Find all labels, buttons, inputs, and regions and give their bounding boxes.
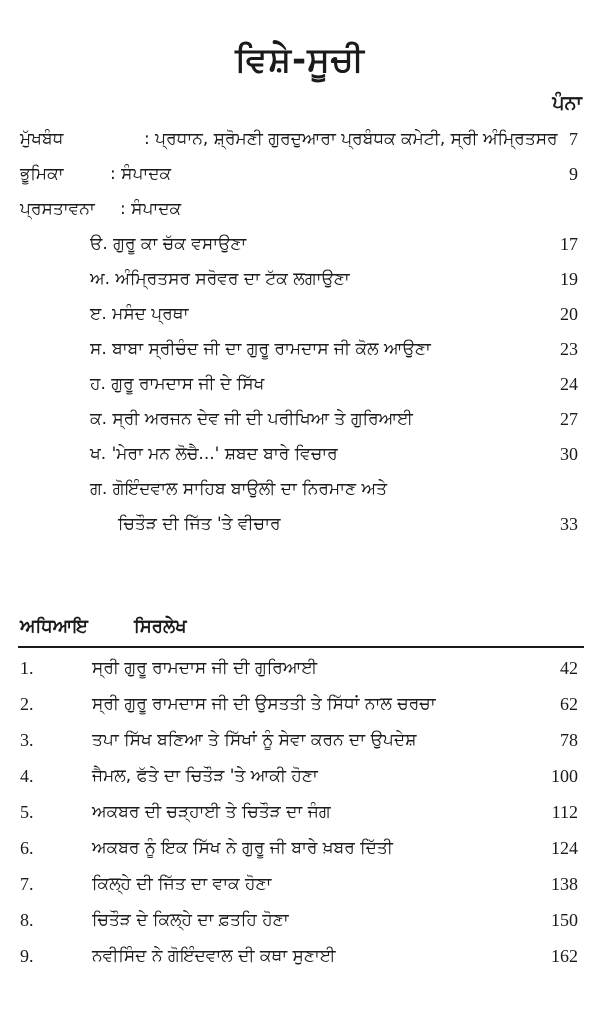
sub-item-page: 33	[560, 514, 578, 534]
front-matter-row	[0, 194, 600, 224]
front-matter-text: : ਸੰਪਾਦਕ	[110, 164, 172, 184]
sub-item-page: 17	[560, 234, 578, 254]
chapter-title: ਕਿਲ੍ਹੇ ਦੀ ਜਿੱਤ ਦਾ ਵਾਕ ਹੋਣਾ	[92, 874, 272, 894]
sub-item-page: 30	[560, 444, 578, 464]
chapter-page: 78	[560, 730, 578, 750]
front-matter-row	[0, 159, 600, 189]
sub-item-row	[0, 404, 600, 434]
sub-item-page: 24	[560, 374, 578, 394]
front-matter-label: ਭੂਮਿਕਾ	[20, 164, 64, 184]
sub-item-text: ੳ. ਗੁਰੂ ਕਾ ਚੱਕ ਵਸਾਉਣਾ	[90, 234, 247, 254]
chapter-number: 1.	[20, 658, 34, 678]
chapter-page: 100	[551, 766, 578, 786]
chapter-page: 138	[551, 874, 578, 894]
sub-item-text: ਖ. 'ਮੇਰਾ ਮਨ ਲੋਚੈ...' ਸ਼ਬਦ ਬਾਰੇ ਵਿਚਾਰ	[90, 444, 338, 464]
sub-item-text: ਗ. ਗੋਇੰਦਵਾਲ ਸਾਹਿਬ ਬਾਉਲੀ ਦਾ ਨਿਰਮਾਣ ਅਤੇ	[90, 479, 387, 499]
sub-item-page: 23	[560, 339, 578, 359]
sub-item-row	[0, 264, 600, 294]
chapter-row	[0, 905, 600, 935]
chapter-title: ਸ੍ਰੀ ਗੁਰੂ ਰਾਮਦਾਸ ਜੀ ਦੀ ਉਸਤਤੀ ਤੇ ਸਿੱਧਾਂ ਨਾਲ ਚਰਚਾ	[92, 694, 436, 714]
front-matter-row	[0, 124, 600, 154]
chapter-number: 6.	[20, 838, 34, 858]
page-title: ਵਿਸ਼ੇ-ਸੂਚੀ	[235, 40, 365, 80]
sub-item-row	[0, 229, 600, 259]
sub-item-page: 20	[560, 304, 578, 324]
sub-item-text: ਸ. ਬਾਬਾ ਸ੍ਰੀਚੰਦ ਜੀ ਦਾ ਗੁਰੂ ਰਾਮਦਾਸ ਜੀ ਕੋਲ ਆਉਣਾ	[90, 339, 431, 359]
chapter-page: 42	[560, 658, 578, 678]
sub-item-text: ਚਿਤੌੜ ਦੀ ਜਿੱਤ 'ਤੇ ਵੀਚਾਰ	[118, 514, 281, 534]
sub-item-text: ਅ. ਅੰਮ੍ਰਿਤਸਰ ਸਰੋਵਰ ਦਾ ਟੱਕ ਲਗਾਉਣਾ	[90, 269, 350, 289]
chapter-title: ਨਵੀਸਿੰਦ ਨੇ ਗੋਇੰਦਵਾਲ ਦੀ ਕਥਾ ਸੁਣਾਈ	[92, 946, 336, 966]
front-matter-text: : ਪ੍ਰਧਾਨ, ਸ਼੍ਰੋਮਣੀ ਗੁਰਦੁਆਰਾ ਪ੍ਰਬੰਧਕ ਕਮੇਟੀ, ਸ੍ਰੀ ਅੰਮ੍ਰਿਤਸਰ	[144, 129, 558, 149]
chapter-number: 3.	[20, 730, 34, 750]
front-matter-label: ਪ੍ਰਸਤਾਵਨਾ	[20, 199, 95, 219]
chapter-number: 9.	[20, 946, 34, 966]
sub-item-row	[0, 509, 600, 539]
sub-item-row	[0, 439, 600, 469]
sub-item-text: ਕ. ਸ੍ਰੀ ਅਰਜਨ ਦੇਵ ਜੀ ਦੀ ਪਰੀਖਿਆ ਤੇ ਗੁਰਿਆਈ	[90, 409, 413, 429]
chapters-header-title: ਸਿਰਲੇਖ	[134, 616, 187, 637]
chapter-page: 162	[551, 946, 578, 966]
chapter-row	[0, 869, 600, 899]
chapter-title: ਅਕਬਰ ਨੂੰ ਇਕ ਸਿੱਖ ਨੇ ਗੁਰੂ ਜੀ ਬਾਰੇ ਖ਼ਬਰ ਦਿੱਤੀ	[92, 838, 393, 858]
chapter-number: 5.	[20, 802, 34, 822]
chapter-title: ਅਕਬਰ ਦੀ ਚੜ੍ਹਾਈ ਤੇ ਚਿਤੌੜ ਦਾ ਜੰਗ	[92, 802, 331, 822]
chapter-number: 7.	[20, 874, 34, 894]
sub-item-row	[0, 369, 600, 399]
sub-item-text: ਹ. ਗੁਰੂ ਰਾਮਦਾਸ ਜੀ ਦੇ ਸਿੱਖ	[90, 374, 265, 394]
chapter-title: ਸ੍ਰੀ ਗੁਰੂ ਰਾਮਦਾਸ ਜੀ ਦੀ ਗੁਰਿਆਈ	[92, 658, 318, 678]
chapter-page: 150	[551, 910, 578, 930]
chapter-row	[0, 689, 600, 719]
chapter-row	[0, 725, 600, 755]
chapter-page: 124	[551, 838, 578, 858]
chapter-row	[0, 797, 600, 827]
sub-item-page: 19	[560, 269, 578, 289]
sub-item-page: 27	[560, 409, 578, 429]
chapter-row	[0, 833, 600, 863]
chapter-title: ਚਿਤੌੜ ਦੇ ਕਿਲ੍ਹੇ ਦਾ ਫ਼ਤਹਿ ਹੋਣਾ	[92, 910, 289, 930]
chapter-number: 8.	[20, 910, 34, 930]
chapter-number: 4.	[20, 766, 34, 786]
page-column-header: ਪੰਨਾ	[552, 92, 582, 114]
front-matter-label: ਮੁੱਖਬੰਧ	[20, 129, 64, 149]
chapter-number: 2.	[20, 694, 34, 714]
sub-item-row	[0, 474, 600, 504]
front-matter-page: 7	[569, 129, 578, 149]
chapters-header-chapter: ਅਧਿਆਇ	[20, 616, 88, 637]
sub-item-text: ੲ. ਮਸੰਦ ਪ੍ਰਥਾ	[90, 304, 189, 324]
chapter-page: 112	[551, 802, 578, 822]
front-matter-text: : ਸੰਪਾਦਕ	[120, 199, 182, 219]
sub-item-row	[0, 299, 600, 329]
chapter-title: ਜੈਮਲ, ਫੱਤੇ ਦਾ ਚਿਤੌੜ 'ਤੇ ਆਕੀ ਹੋਣਾ	[92, 766, 318, 786]
divider	[18, 646, 584, 648]
sub-item-row	[0, 334, 600, 364]
chapter-row	[0, 653, 600, 683]
chapter-row	[0, 761, 600, 791]
chapter-row	[0, 941, 600, 971]
front-matter-page: 9	[569, 164, 578, 184]
chapter-page: 62	[560, 694, 578, 714]
chapter-title: ਤਪਾ ਸਿੱਖ ਬਣਿਆ ਤੇ ਸਿੱਖਾਂ ਨੂੰ ਸੇਵਾ ਕਰਨ ਦਾ ਉਪਦੇਸ਼	[92, 730, 417, 750]
